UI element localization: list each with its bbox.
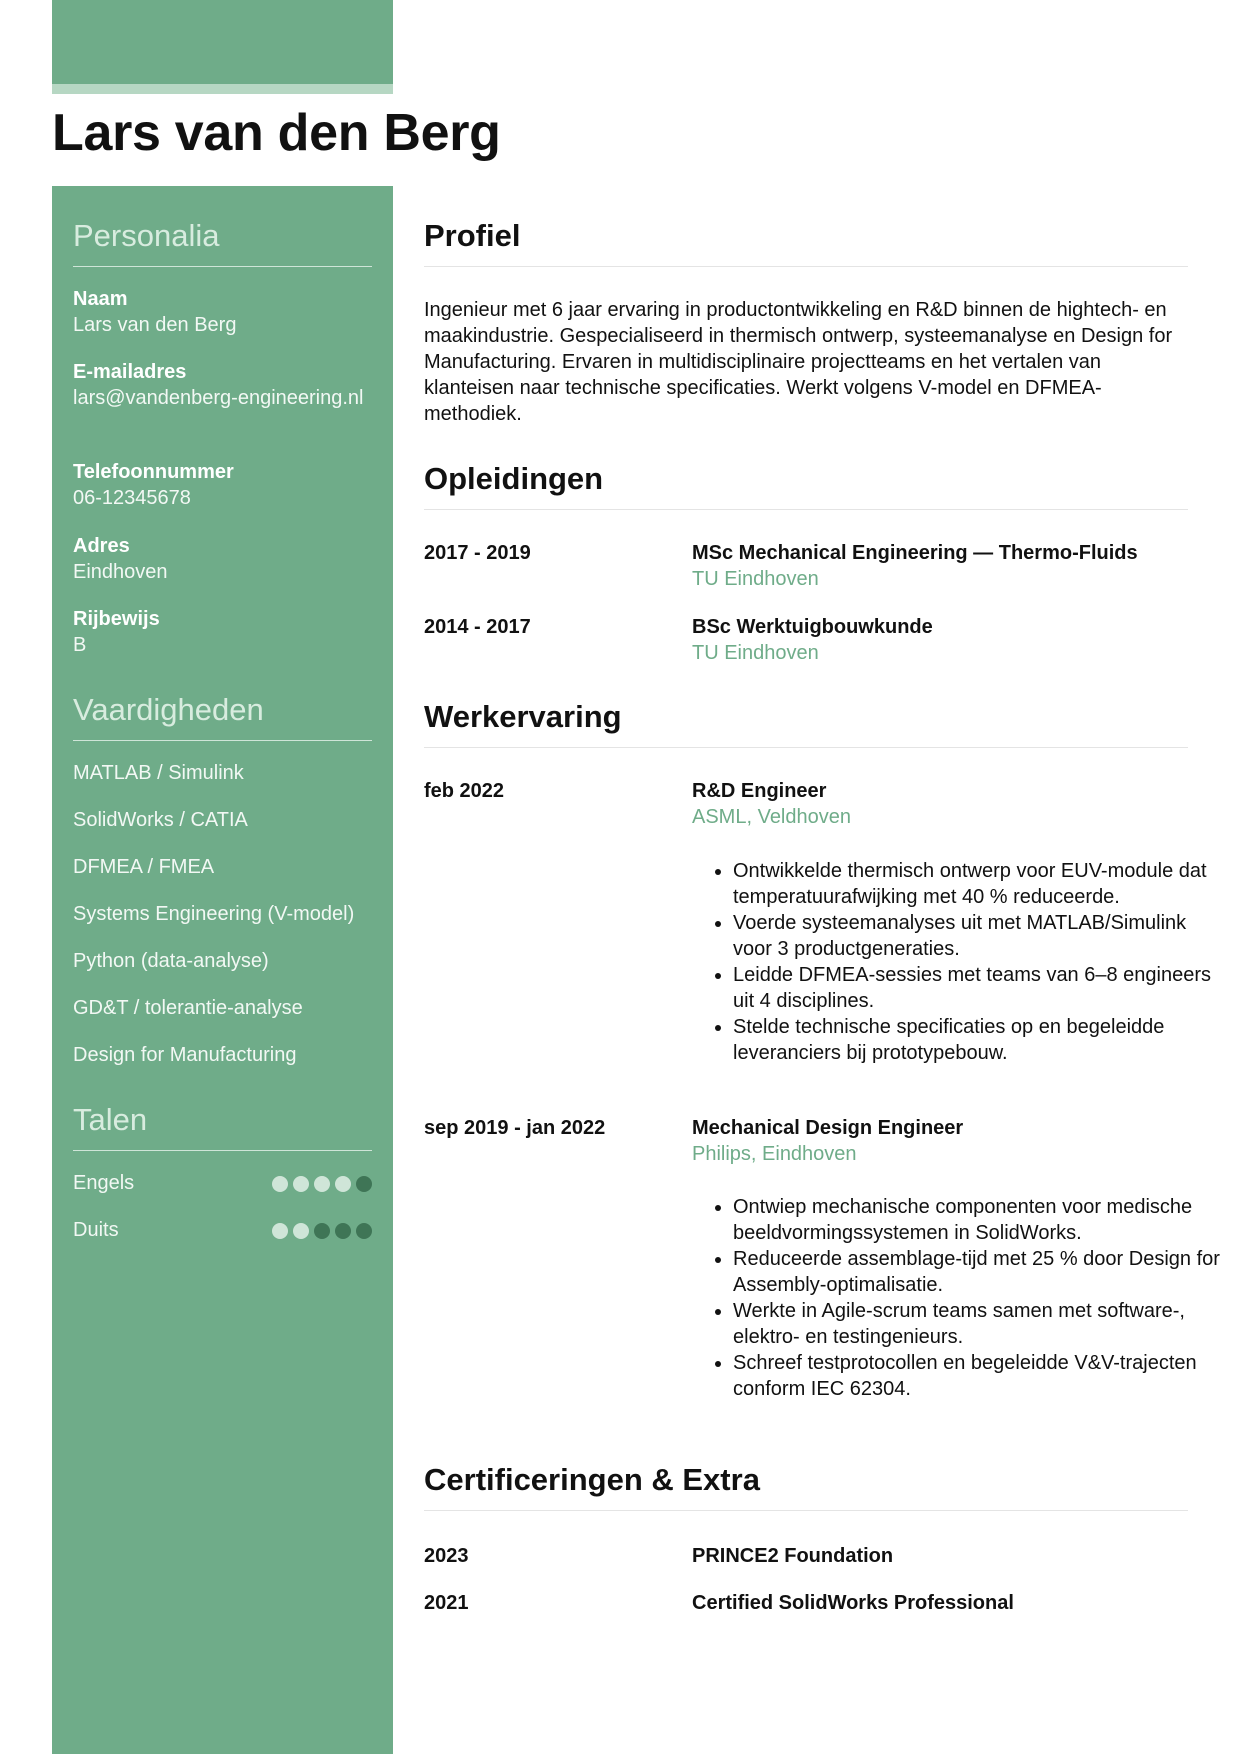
experience-title: R&D Engineer — [692, 780, 827, 802]
language-row — [73, 1219, 372, 1245]
education-institution: TU Eindhoven — [692, 568, 819, 590]
certifications-heading: Certificeringen & Extra — [424, 1462, 1188, 1511]
field-telefoon — [73, 459, 372, 511]
certification-year: 2021 — [424, 1592, 469, 1614]
level-dot-filled — [335, 1176, 351, 1192]
experience-title: Mechanical Design Engineer — [692, 1117, 964, 1139]
list-item: • Leidde DFMEA-sessies met teams van 6–8 engineers uit 4 disciplines. — [733, 962, 1229, 1014]
certification-title: PRINCE2 Foundation — [692, 1545, 894, 1567]
list-item: • Schreef testprotocollen en begeleidde V&V-trajecten conform IEC 62304. — [733, 1350, 1229, 1402]
field-label: Naam — [73, 288, 128, 310]
page-title: Lars van den Berg — [52, 104, 501, 162]
field-email — [73, 359, 372, 411]
level-dot-filled — [293, 1223, 309, 1239]
experience-company: Philips, Eindhoven — [692, 1143, 857, 1165]
skill-item: Systems Engineering (V-model) — [73, 903, 355, 925]
experience-company: ASML, Veldhoven — [692, 806, 851, 828]
field-label: Telefoonnummer — [73, 461, 234, 483]
list-item: • Werkte in Agile-scrum teams samen met software-, elektro- en testingenieurs. — [733, 1298, 1229, 1350]
language-level-dots — [272, 1176, 372, 1192]
education-title: BSc Werktuigbouwkunde — [692, 616, 933, 638]
field-value: lars@vandenberg-engineering.nl — [73, 387, 364, 409]
education-period: 2014 - 2017 — [424, 616, 531, 638]
experience-period: feb 2022 — [424, 780, 505, 802]
skill-item: MATLAB / Simulink — [73, 762, 244, 784]
profile-heading: Profiel — [424, 218, 1188, 267]
level-dot-filled — [272, 1176, 288, 1192]
language-name: Engels — [73, 1172, 135, 1194]
field-value: Eindhoven — [73, 561, 168, 583]
list-item: • Reduceerde assemblage-tijd met 25 % door Design for Assembly-optimalisatie. — [733, 1246, 1229, 1298]
level-dot-filled — [314, 1176, 330, 1192]
level-dot-filled — [293, 1176, 309, 1192]
level-dot-empty — [314, 1223, 330, 1239]
language-level-dots — [272, 1223, 372, 1239]
skill-item: Design for Manufacturing — [73, 1044, 297, 1066]
field-rijbewijs — [73, 606, 372, 658]
list-item: • Ontwiep mechanische componenten voor medische beeldvormingssystemen in SolidWorks. — [733, 1194, 1229, 1246]
sidebar — [52, 186, 393, 1754]
field-naam — [73, 286, 372, 338]
level-dot-empty — [356, 1223, 372, 1239]
education-period: 2017 - 2019 — [424, 542, 531, 564]
education-institution: TU Eindhoven — [692, 642, 819, 664]
certification-year: 2023 — [424, 1545, 469, 1567]
field-label: E-mailadres — [73, 361, 187, 383]
language-name: Duits — [73, 1219, 119, 1241]
skills-heading: Vaardigheden — [73, 692, 372, 741]
header-accent-stripe — [52, 84, 393, 94]
experience-heading: Werkervaring — [424, 699, 1188, 748]
field-value: 06-12345678 — [73, 487, 191, 509]
level-dot-empty — [356, 1176, 372, 1192]
field-label: Adres — [73, 535, 130, 557]
field-adres — [73, 533, 372, 585]
profile-text: Ingenieur met 6 jaar ervaring in productontwikkeling en R&D binnen de hightech- en maakindustrie. Gespecialiseerd in thermisch ontwerp, systeemanalyse en Design for Manufacturing. Ervaren in multidisciplinaire projectteams en het vertalen van klanteisen naar technische specificaties. Werkt volgens V-model en DFMEA-methodiek. — [424, 299, 1173, 425]
education-heading: Opleidingen — [424, 461, 1188, 510]
languages-heading: Talen — [73, 1102, 372, 1151]
header-accent-block — [52, 0, 393, 84]
experience-bullets — [692, 858, 1229, 1066]
personalia-heading: Personalia — [73, 218, 372, 267]
skill-item: Python (data-analyse) — [73, 950, 269, 972]
field-value: Lars van den Berg — [73, 314, 237, 336]
level-dot-filled — [272, 1223, 288, 1239]
skill-item: DFMEA / FMEA — [73, 856, 215, 878]
certification-title: Certified SolidWorks Professional — [692, 1592, 1014, 1614]
level-dot-empty — [335, 1223, 351, 1239]
list-item: • Stelde technische specificaties op en begeleidde leveranciers bij prototypebouw. — [733, 1014, 1229, 1066]
skill-item: SolidWorks / CATIA — [73, 809, 248, 831]
field-label: Rijbewijs — [73, 608, 160, 630]
list-item: • Voerde systeemanalyses uit met MATLAB/Simulink voor 3 productgeneraties. — [733, 910, 1229, 962]
skill-item: GD&T / tolerantie-analyse — [73, 997, 303, 1019]
experience-bullets — [692, 1194, 1229, 1402]
list-item: • Ontwikkelde thermisch ontwerp voor EUV-module dat temperatuurafwijking met 40 % reduceerde. — [733, 858, 1229, 910]
experience-period: sep 2019 - jan 2022 — [424, 1117, 606, 1139]
education-title: MSc Mechanical Engineering — Thermo-Fluids — [692, 542, 1138, 564]
field-value: B — [73, 634, 87, 656]
language-row — [73, 1172, 372, 1198]
